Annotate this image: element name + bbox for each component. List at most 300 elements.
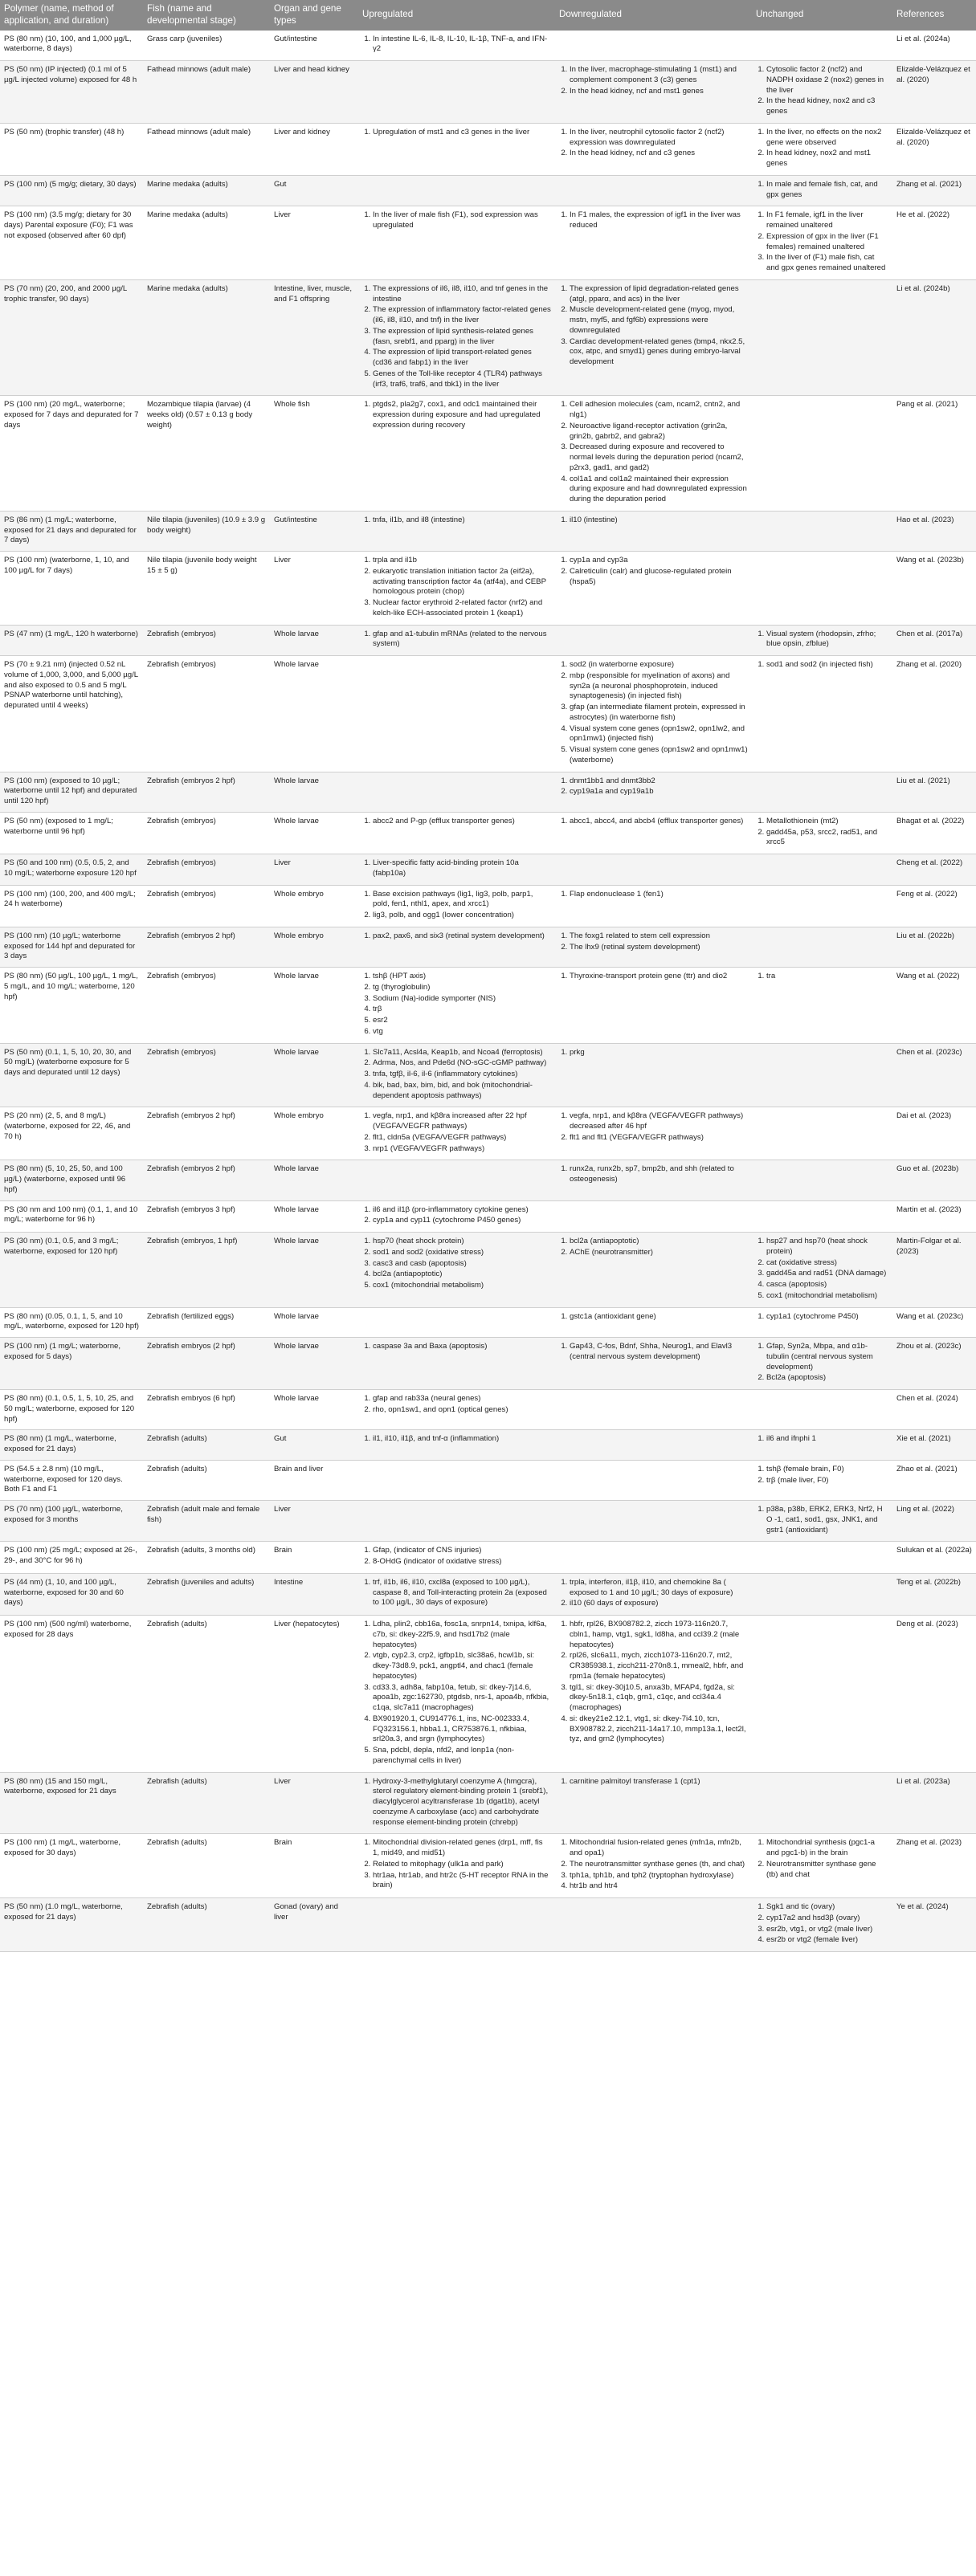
downregulated-cell (555, 175, 752, 206)
list-item: 1. tshβ (HPT axis) (373, 972, 551, 982)
fish-cell: Marine medaka (adults) (143, 206, 270, 280)
list-item: 3. Cardiac development-related genes (bmp4, nkx2.5, cox, atpc, and smyd1) genes during embryo-larval development (570, 337, 748, 368)
downregulated-cell-list (559, 556, 748, 587)
fish-cell: Zebrafish (adult male and female fish) (143, 1501, 270, 1542)
list-item: 1. In male and female fish, cat, and gpx genes (766, 180, 888, 201)
list-item: 2. sod1 and sod2 (oxidative stress) (373, 1248, 551, 1258)
downregulated-cell (555, 511, 752, 551)
fish-cell: Zebrafish (embryos) (143, 968, 270, 1044)
organ-cell: Liver (270, 1501, 358, 1542)
downregulated-cell-list (559, 1111, 748, 1143)
reference-cell: Zhang et al. (2020) (892, 656, 976, 772)
downregulated-cell (555, 1772, 752, 1834)
reference-cell: Sulukan et al. (2022a) (892, 1542, 976, 1574)
downregulated-cell (555, 812, 752, 854)
list-item: 1. carnitine palmitoyl transferase 1 (cpt1) (570, 1777, 748, 1787)
list-item: 2. In the head kidney, ncf and c3 genes (570, 149, 748, 159)
reference-cell: Ling et al. (2022) (892, 1501, 976, 1542)
upregulated-cell (358, 1501, 555, 1542)
list-item: 3. tph1a, tph1b, and tph2 (tryptophan hydroxylase) (570, 1871, 748, 1881)
unchanged-cell (752, 175, 892, 206)
list-item: 1. runx2a, runx2b, sp7, bmp2b, and shh (related to osteogenesis) (570, 1164, 748, 1185)
list-item: 2. flt1 and flt1 (VEGFA/VEGFR pathways) (570, 1133, 748, 1143)
table-row (0, 1160, 976, 1200)
downregulated-cell (555, 396, 752, 512)
table-row (0, 625, 976, 656)
list-item: 1. trpla, interferon, il1β, il10, and chemokine 8a ( exposed to 1 and 10 µg/L; 30 days of exposure) (570, 1578, 748, 1599)
list-item: 5. cox1 (mitochondrial metabolism) (373, 1281, 551, 1291)
list-item: 1. cyp1a1 (cytochrome P450) (766, 1312, 888, 1323)
list-item: 1. Gfap, (indicator of CNS injuries) (373, 1546, 551, 1556)
polymer-cell: PS (100 nm) (25 mg/L; exposed at 26-, 29-, and 30°C for 96 h) (0, 1542, 143, 1574)
list-item: 1. In the liver, no effects on the nox2 gene were observed (766, 128, 888, 149)
reference-cell: Pang et al. (2021) (892, 396, 976, 512)
unchanged-cell (752, 656, 892, 772)
reference-cell: Deng et al. (2023) (892, 1616, 976, 1773)
upregulated-cell-list (362, 1111, 551, 1154)
organ-cell: Whole larvae (270, 1338, 358, 1390)
organ-cell: Whole larvae (270, 1390, 358, 1430)
unchanged-cell-list (756, 1505, 888, 1535)
upregulated-cell (358, 511, 555, 551)
upregulated-cell-list (362, 1048, 551, 1102)
list-item: 1. gfap and rab33a (neural genes) (373, 1394, 551, 1404)
fish-cell: Zebrafish (embryos 2 hpf) (143, 1160, 270, 1200)
table-row (0, 511, 976, 551)
upregulated-cell (358, 1616, 555, 1773)
reference-cell: Chen et al. (2023c) (892, 1043, 976, 1107)
downregulated-cell-list (559, 400, 748, 505)
upregulated-cell-list (362, 284, 551, 390)
table-row (0, 206, 976, 280)
polymer-cell: PS (100 nm) (exposed to 10 µg/L; waterborne until 12 hpf) and depurated until 120 hpf) (0, 772, 143, 812)
list-item: 2. 8-OHdG (indicator of oxidative stress) (373, 1557, 551, 1567)
upregulated-cell-list (362, 1394, 551, 1416)
upregulated-cell-list (362, 1578, 551, 1608)
list-item: 2. rho, opn1sw1, and opn1 (optical genes) (373, 1405, 551, 1416)
reference-cell: Wang et al. (2022) (892, 968, 976, 1044)
organ-cell: Gonad (ovary) and liver (270, 1898, 358, 1952)
reference-cell: He et al. (2022) (892, 206, 976, 280)
downregulated-cell (555, 552, 752, 626)
table-row (0, 1430, 976, 1461)
list-item: 3. Sodium (Na)-iodide symporter (NIS) (373, 994, 551, 1005)
reference-cell: Wang et al. (2023b) (892, 552, 976, 626)
organ-cell: Brain (270, 1834, 358, 1898)
reference-cell: Zhang et al. (2021) (892, 175, 976, 206)
fish-cell: Fathead minnows (adult male) (143, 61, 270, 124)
reference-cell: Zhang et al. (2023) (892, 1834, 976, 1898)
table-row (0, 61, 976, 124)
list-item: 5. Visual system cone genes (opn1sw2 and opn1mw1) (waterborne) (570, 745, 748, 766)
polymer-cell: PS (30 nm) (0.1, 0.5, and 3 mg/L; waterborne, exposed for 120 hpf) (0, 1233, 143, 1308)
polymer-cell: PS (80 nm) (50 µg/L, 100 µg/L, 1 mg/L, 5 mg/L, and 10 mg/L; waterborne, 120 hpf) (0, 968, 143, 1044)
upregulated-cell (358, 812, 555, 854)
unchanged-cell-list (756, 180, 888, 201)
list-item: 2. cyp1a and cyp11 (cytochrome P450 genes) (373, 1216, 551, 1226)
unchanged-cell (752, 1501, 892, 1542)
reference-cell: Chen et al. (2017a) (892, 625, 976, 656)
reference-cell: Cheng et al. (2022) (892, 854, 976, 886)
table-row (0, 885, 976, 927)
list-item: 5. cox1 (mitochondrial metabolism) (766, 1291, 888, 1302)
upregulated-cell-list (362, 1546, 551, 1567)
table-row (0, 123, 976, 175)
downregulated-cell (555, 1200, 752, 1233)
upregulated-cell (358, 1307, 555, 1338)
polymer-cell: PS (50 nm) (0.1, 1, 5, 10, 20, 30, and 50 mg/L) (waterborne exposure for 5 days and depurated until 12 days) (0, 1043, 143, 1107)
downregulated-cell (555, 1460, 752, 1500)
organ-cell: Gut (270, 1430, 358, 1461)
table-row (0, 396, 976, 512)
unchanged-cell-list (756, 65, 888, 117)
upregulated-cell-list (362, 1237, 551, 1291)
organ-cell: Gut/intestine (270, 31, 358, 61)
downregulated-cell-list (559, 817, 748, 827)
list-item: 2. Related to mitophagy (ulk1a and park) (373, 1860, 551, 1870)
unchanged-cell (752, 1834, 892, 1898)
list-item: 2. AChE (neurotransmitter) (570, 1248, 748, 1258)
downregulated-cell (555, 1616, 752, 1773)
table-row (0, 279, 976, 396)
list-item: 3. htr1aa, htr1ab, and htr2c (5-HT receptor RNA in the brain) (373, 1871, 551, 1892)
upregulated-cell (358, 1043, 555, 1107)
polymer-cell: PS (47 nm) (1 mg/L, 120 h waterborne) (0, 625, 143, 656)
list-item: 2. cyp19a1a and cyp19a1b (570, 787, 748, 797)
upregulated-cell (358, 772, 555, 812)
list-item: 1. sod2 (in waterborne exposure) (570, 660, 748, 670)
upregulated-cell (358, 206, 555, 280)
list-item: 1. il1, il10, il1β, and tnf-α (inflammation) (373, 1434, 551, 1445)
downregulated-cell-list (559, 1237, 748, 1258)
upregulated-cell-list (362, 556, 551, 619)
downregulated-cell (555, 1898, 752, 1952)
list-item: 2. Adrma, Nos, and Pde6d (NO-sGC-cGMP pathway) (373, 1058, 551, 1069)
list-item: 1. In intestine IL-6, IL-8, IL-10, IL-1β, TNF-a, and IFN-γ2 (373, 35, 551, 55)
list-item: 1. abcc1, abcc4, and abcb4 (efflux transporter genes) (570, 817, 748, 827)
polymer-cell: PS (100 nm) (waterborne, 1, 10, and 100 µg/L for 7 days) (0, 552, 143, 626)
list-item: 2. lig3, polb, and ogg1 (lower concentration) (373, 911, 551, 921)
polymer-cell: PS (100 nm) (500 ng/ml) waterborne, exposed for 28 days (0, 1616, 143, 1773)
unchanged-cell (752, 1898, 892, 1952)
list-item: 1. Visual system (rhodopsin, zfrho; blue opsin, zfblue) (766, 630, 888, 650)
downregulated-cell (555, 1233, 752, 1308)
fish-cell: Zebrafish (adults) (143, 1898, 270, 1952)
unchanged-cell-list (756, 128, 888, 169)
upregulated-cell-list (362, 1838, 551, 1891)
header-downregulated: Downregulated (555, 0, 752, 31)
reference-cell: Teng et al. (2022b) (892, 1573, 976, 1615)
list-item: 1. p38a, p38b, ERK2, ERK3, Nrf2, H O -1, cat1, sod1, gsx, JNK1, and gstr1 (antioxidant) (766, 1505, 888, 1535)
upregulated-cell (358, 1107, 555, 1160)
list-item: 2. Muscle development-related gene (myog, myod, mstn, myf5, and fgf6b) expressions were downregulated (570, 305, 748, 336)
polymer-cell: PS (50 nm) (1.0 mg/L, waterborne, exposed for 21 days) (0, 1898, 143, 1952)
organ-cell: Brain and liver (270, 1460, 358, 1500)
table-row (0, 1616, 976, 1773)
reference-cell: Chen et al. (2024) (892, 1390, 976, 1430)
list-item: 2. The lhx9 (retinal system development) (570, 943, 748, 953)
fish-cell: Zebrafish (adults) (143, 1834, 270, 1898)
list-item: 2. The expression of inflammatory factor-related genes (il6, il8, il10, and tnf) in the liver (373, 305, 551, 326)
upregulated-cell-list (362, 630, 551, 650)
upregulated-cell (358, 1772, 555, 1834)
list-item: 1. The expression of lipid degradation-related genes (atgl, pparα, and acs) in the liver (570, 284, 748, 305)
table-row (0, 1542, 976, 1574)
reference-cell: Liu et al. (2021) (892, 772, 976, 812)
list-item: 6. vtg (373, 1027, 551, 1037)
downregulated-cell-list (559, 516, 748, 526)
organ-cell: Whole larvae (270, 812, 358, 854)
list-item: 4. esr2b or vtg2 (female liver) (766, 1935, 888, 1946)
polymer-cell: PS (70 nm) (20, 200, and 2000 µg/L trophic transfer, 90 days) (0, 279, 143, 396)
table-row (0, 1200, 976, 1233)
list-item: 1. The foxg1 related to stem cell expression (570, 931, 748, 942)
unchanged-cell-list (756, 210, 888, 274)
organ-cell: Whole embryo (270, 885, 358, 927)
downregulated-cell-list (559, 1838, 748, 1892)
downregulated-cell-list (559, 660, 748, 766)
list-item: 1. In F1 males, the expression of igf1 in the liver was reduced (570, 210, 748, 231)
table-row (0, 1107, 976, 1160)
list-item: 1. hsp27 and hsp70 (heat shock protein) (766, 1237, 888, 1257)
organ-cell: Whole embryo (270, 1107, 358, 1160)
polymer-cell: PS (100 nm) (10 µg/L; waterborne exposed for 144 hpf and depurated for 3 days (0, 927, 143, 967)
downregulated-cell (555, 656, 752, 772)
reference-cell: Li et al. (2024a) (892, 31, 976, 61)
list-item: 1. sod1 and sod2 (in injected fish) (766, 660, 888, 670)
header-upregulated: Upregulated (358, 0, 555, 31)
unchanged-cell (752, 927, 892, 967)
upregulated-cell (358, 1542, 555, 1574)
list-item: 1. In the liver, neutrophil cytosolic factor 2 (ncf2) expression was downregulated (570, 128, 748, 149)
list-item: 4. bik, bad, bax, bim, bid, and bok (mitochondrial-dependent apoptosis pathways) (373, 1081, 551, 1102)
unchanged-cell (752, 1160, 892, 1200)
list-item: 2. Neurotransmitter synthase gene (tb) and chat (766, 1860, 888, 1881)
unchanged-cell (752, 812, 892, 854)
downregulated-cell-list (559, 1578, 748, 1609)
list-item: 2. il10 (60 days of exposure) (570, 1599, 748, 1609)
unchanged-cell (752, 968, 892, 1044)
upregulated-cell-list (362, 931, 551, 942)
downregulated-cell (555, 206, 752, 280)
downregulated-cell (555, 927, 752, 967)
list-item: 1. il10 (intestine) (570, 516, 748, 526)
table-row (0, 1573, 976, 1615)
reference-cell: Elizalde-Velázquez et al. (2020) (892, 123, 976, 175)
downregulated-cell-list (559, 776, 748, 798)
table-row (0, 1233, 976, 1308)
polymer-cell: PS (70 ± 9.21 nm) (injected 0.52 nL volume of 1,000, 3,000, and 5,000 µg/L and also exposed to 0.5 and 5 mg/L PSNAP waterborne until hatching), depurated until 4 weeks) (0, 656, 143, 772)
fish-cell: Marine medaka (adults) (143, 279, 270, 396)
list-item: 1. tnfa, il1b, and il8 (intestine) (373, 516, 551, 526)
list-item: 2. gadd45a, p53, srcc2, rad51, and xrcc5 (766, 828, 888, 849)
downregulated-cell-list (559, 1342, 748, 1363)
organ-cell: Whole larvae (270, 1160, 358, 1200)
downregulated-cell (555, 1501, 752, 1542)
upregulated-cell (358, 31, 555, 61)
downregulated-cell-list (559, 284, 748, 368)
unchanged-cell (752, 31, 892, 61)
reference-cell: Martin-Folgar et al. (2023) (892, 1233, 976, 1308)
fish-cell: Zebrafish (embryos) (143, 812, 270, 854)
list-item: 2. The neurotransmitter synthase genes (th, and chat) (570, 1860, 748, 1870)
table-row (0, 968, 976, 1044)
downregulated-cell (555, 31, 752, 61)
downregulated-cell-list (559, 128, 748, 159)
downregulated-cell-list (559, 210, 748, 231)
list-item: 1. Hydroxy-3-methylglutaryl coenzyme A (hmgcra), sterol regulatory element-binding protein 1 (srebf1), diacylglycerol acyltransferase 1b (dgat1b), acetyl coenzyme A carboxylase (acc) and carbohydrate response element-binding protein (chrebp) (373, 1777, 551, 1828)
list-item: 5. Sna, pdcbl, depla, nfd2, and lonp1a (non-parenchymal cells in liver) (373, 1746, 551, 1767)
list-item: 1. caspase 3a and Baxa (apoptosis) (373, 1342, 551, 1352)
list-item: 4. Visual system cone genes (opn1sw2, opn1lw2, and opn1mw1) (injected fish) (570, 724, 748, 745)
organ-cell: Whole larvae (270, 1200, 358, 1233)
table-body (0, 31, 976, 1952)
list-item: 1. tshβ (female brain, F0) (766, 1465, 888, 1475)
unchanged-cell (752, 279, 892, 396)
list-item: 1. Sgk1 and tic (ovary) (766, 1902, 888, 1913)
table-row (0, 656, 976, 772)
upregulated-cell-list (362, 1205, 551, 1227)
downregulated-cell (555, 1107, 752, 1160)
fish-cell: Zebrafish (adults) (143, 1460, 270, 1500)
downregulated-cell (555, 1573, 752, 1615)
upregulated-cell-list (362, 817, 551, 827)
upregulated-cell (358, 396, 555, 512)
unchanged-cell (752, 206, 892, 280)
fish-cell: Zebrafish (embryos) (143, 625, 270, 656)
reference-cell: Li et al. (2024b) (892, 279, 976, 396)
unchanged-cell-list (756, 1902, 888, 1946)
list-item: 2. Neuroactive ligand-receptor activation (grin2a, grin2b, gabrb2, and gabra2) (570, 422, 748, 442)
upregulated-cell-list (362, 1777, 551, 1828)
list-item: 1. The expressions of il6, il8, il10, and tnf genes in the intestine (373, 284, 551, 305)
list-item: 2. cyp17a2 and hsd3β (ovary) (766, 1914, 888, 1924)
list-item: 4. bcl2a (antiapoptotic) (373, 1270, 551, 1280)
downregulated-cell (555, 854, 752, 886)
polymer-cell: PS (100 nm) (3.5 mg/g; dietary for 30 days) Parental exposure (F0); F1 was not exposed (observed after 60 dpf) (0, 206, 143, 280)
unchanged-cell (752, 1338, 892, 1390)
organ-cell: Liver (270, 854, 358, 886)
list-item: 1. In the liver, macrophage-stimulating 1 (mst1) and complement component 3 (c3) genes (570, 65, 748, 86)
fish-cell: Marine medaka (adults) (143, 175, 270, 206)
list-item: 3. tnfa, tgfβ, il-6, il-6 (inflammatory cytokines) (373, 1070, 551, 1080)
downregulated-cell (555, 1307, 752, 1338)
reference-cell: Hao et al. (2023) (892, 511, 976, 551)
polymer-cell: PS (100 nm) (1 mg/L; waterborne, exposed for 5 days) (0, 1338, 143, 1390)
list-item: 1. hsp70 (heat shock protein) (373, 1237, 551, 1247)
list-item: 3. In the liver of (F1) male fish, cat and gpx genes remained unaltered (766, 253, 888, 274)
list-item: 1. In F1 female, igf1 in the liver remained unaltered (766, 210, 888, 231)
list-item: 2. Bcl2a (apoptosis) (766, 1373, 888, 1384)
header-unchanged: Unchanged (752, 0, 892, 31)
table-row (0, 552, 976, 626)
unchanged-cell (752, 885, 892, 927)
unchanged-cell (752, 511, 892, 551)
organ-cell: Intestine, liver, muscle, and F1 offspring (270, 279, 358, 396)
organ-cell: Gut/intestine (270, 511, 358, 551)
list-item: 1. vegfa, nrp1, and kβ8ra (VEGFA/VEGFR pathways) decreased after 46 hpf (570, 1111, 748, 1132)
unchanged-cell (752, 1043, 892, 1107)
table-row (0, 1834, 976, 1898)
unchanged-cell-list (756, 1434, 888, 1445)
unchanged-cell-list (756, 972, 888, 982)
reference-cell: Zhao et al. (2021) (892, 1460, 976, 1500)
polymer-cell: PS (54.5 ± 2.8 nm) (10 mg/L, waterborne, exposed for 120 days. Both F1 and F1 (0, 1460, 143, 1500)
list-item: 1. gfap and a1-tubulin mRNAs (related to the nervous system) (373, 630, 551, 650)
downregulated-cell (555, 885, 752, 927)
polymer-cell: PS (50 and 100 nm) (0.5, 0.5, 2, and 10 mg/L; waterborne exposure 120 hpf (0, 854, 143, 886)
list-item: 1. Cytosolic factor 2 (ncf2) and NADPH oxidase 2 (nox2) genes in the liver (766, 65, 888, 96)
list-item: 1. gstc1a (antioxidant gene) (570, 1312, 748, 1323)
polymer-cell: PS (100 nm) (1 mg/L, waterborne, exposed for 30 days) (0, 1834, 143, 1898)
downregulated-cell (555, 1430, 752, 1461)
polymer-cell: PS (30 nm and 100 nm) (0.1, 1, and 10 mg/L; waterborne for 96 h) (0, 1200, 143, 1233)
upregulated-cell (358, 1834, 555, 1898)
list-item: 1. prkg (570, 1048, 748, 1058)
unchanged-cell (752, 1616, 892, 1773)
reference-cell: Ye et al. (2024) (892, 1898, 976, 1952)
list-item: 2. eukaryotic translation initiation factor 2a (eif2a), activating transcription factor 4a (atf4a), and CEBP homologous protein (chop) (373, 567, 551, 597)
unchanged-cell (752, 772, 892, 812)
table-header-row (0, 0, 976, 31)
polymer-cell: PS (20 nm) (2, 5, and 8 mg/L) (waterborne, exposed for 22, 46, and 70 h) (0, 1107, 143, 1160)
upregulated-cell-list (362, 1342, 551, 1352)
list-item: 3. tgl1, si: dkey-30j10.5, anxa3b, MFAP4, fgd2a, si: dkey-5n18.1, c1qb, grn1, c1qc, and ccl34a.4 (macrophages) (570, 1683, 748, 1714)
fish-cell: Zebrafish (embryos, 1 hpf) (143, 1233, 270, 1308)
fish-cell: Fathead minnows (adult male) (143, 123, 270, 175)
downregulated-cell (555, 279, 752, 396)
fish-cell: Zebrafish embryos (2 hpf) (143, 1338, 270, 1390)
reference-cell: Feng et al. (2022) (892, 885, 976, 927)
organ-cell: Whole embryo (270, 927, 358, 967)
list-item: 5. esr2 (373, 1016, 551, 1026)
unchanged-cell-list (756, 1465, 888, 1486)
list-item: 2. cat (oxidative stress) (766, 1258, 888, 1269)
list-item: 3. The expression of lipid synthesis-related genes (fasn, srebf1, and pparg) in the liver (373, 327, 551, 348)
downregulated-cell-list (559, 1620, 748, 1745)
list-item: 3. gadd45a and rad51 (DNA damage) (766, 1269, 888, 1279)
polymer-cell: PS (100 nm) (20 mg/L, waterborne; exposed for 7 days and depurated for 7 days (0, 396, 143, 512)
reference-cell: Guo et al. (2023b) (892, 1160, 976, 1200)
polymer-cell: PS (80 nm) (15 and 150 mg/L, waterborne, exposed for 21 days (0, 1772, 143, 1834)
polymer-cell: PS (70 nm) (100 µg/L, waterborne, exposed for 3 months (0, 1501, 143, 1542)
header-polymer: Polymer (name, method of application, and duration) (0, 0, 143, 31)
list-item: 2. In the head kidney, ncf and mst1 genes (570, 87, 748, 97)
unchanged-cell (752, 854, 892, 886)
unchanged-cell (752, 1430, 892, 1461)
list-item: 1. dnmt1bb1 and dnmt3bb2 (570, 776, 748, 787)
list-item: 1. bcl2a (antiapoptotic) (570, 1237, 748, 1247)
reference-cell: Dai et al. (2023) (892, 1107, 976, 1160)
polymer-cell: PS (100 nm) (100, 200, and 400 mg/L; 24 h waterborne) (0, 885, 143, 927)
table-row (0, 175, 976, 206)
unchanged-cell (752, 123, 892, 175)
downregulated-cell (555, 1338, 752, 1390)
table-row (0, 1338, 976, 1390)
fish-cell: Zebrafish (fertilized eggs) (143, 1307, 270, 1338)
organ-cell: Intestine (270, 1573, 358, 1615)
table-row (0, 1772, 976, 1834)
downregulated-cell-list (559, 972, 748, 982)
organ-cell: Whole larvae (270, 1233, 358, 1308)
table-row (0, 1043, 976, 1107)
unchanged-cell (752, 1573, 892, 1615)
list-item: 2. vtgb, cyp2.3, crp2, igfbp1b, slc38a6, hcwl1b, si: dkey-73d8.9, pck1, angptl4, and chac1 (female hepatocytes) (373, 1651, 551, 1681)
reference-cell: Li et al. (2023a) (892, 1772, 976, 1834)
unchanged-cell-list (756, 630, 888, 650)
reference-cell: Zhou et al. (2023c) (892, 1338, 976, 1390)
fish-cell: Zebrafish (embryos) (143, 1043, 270, 1107)
